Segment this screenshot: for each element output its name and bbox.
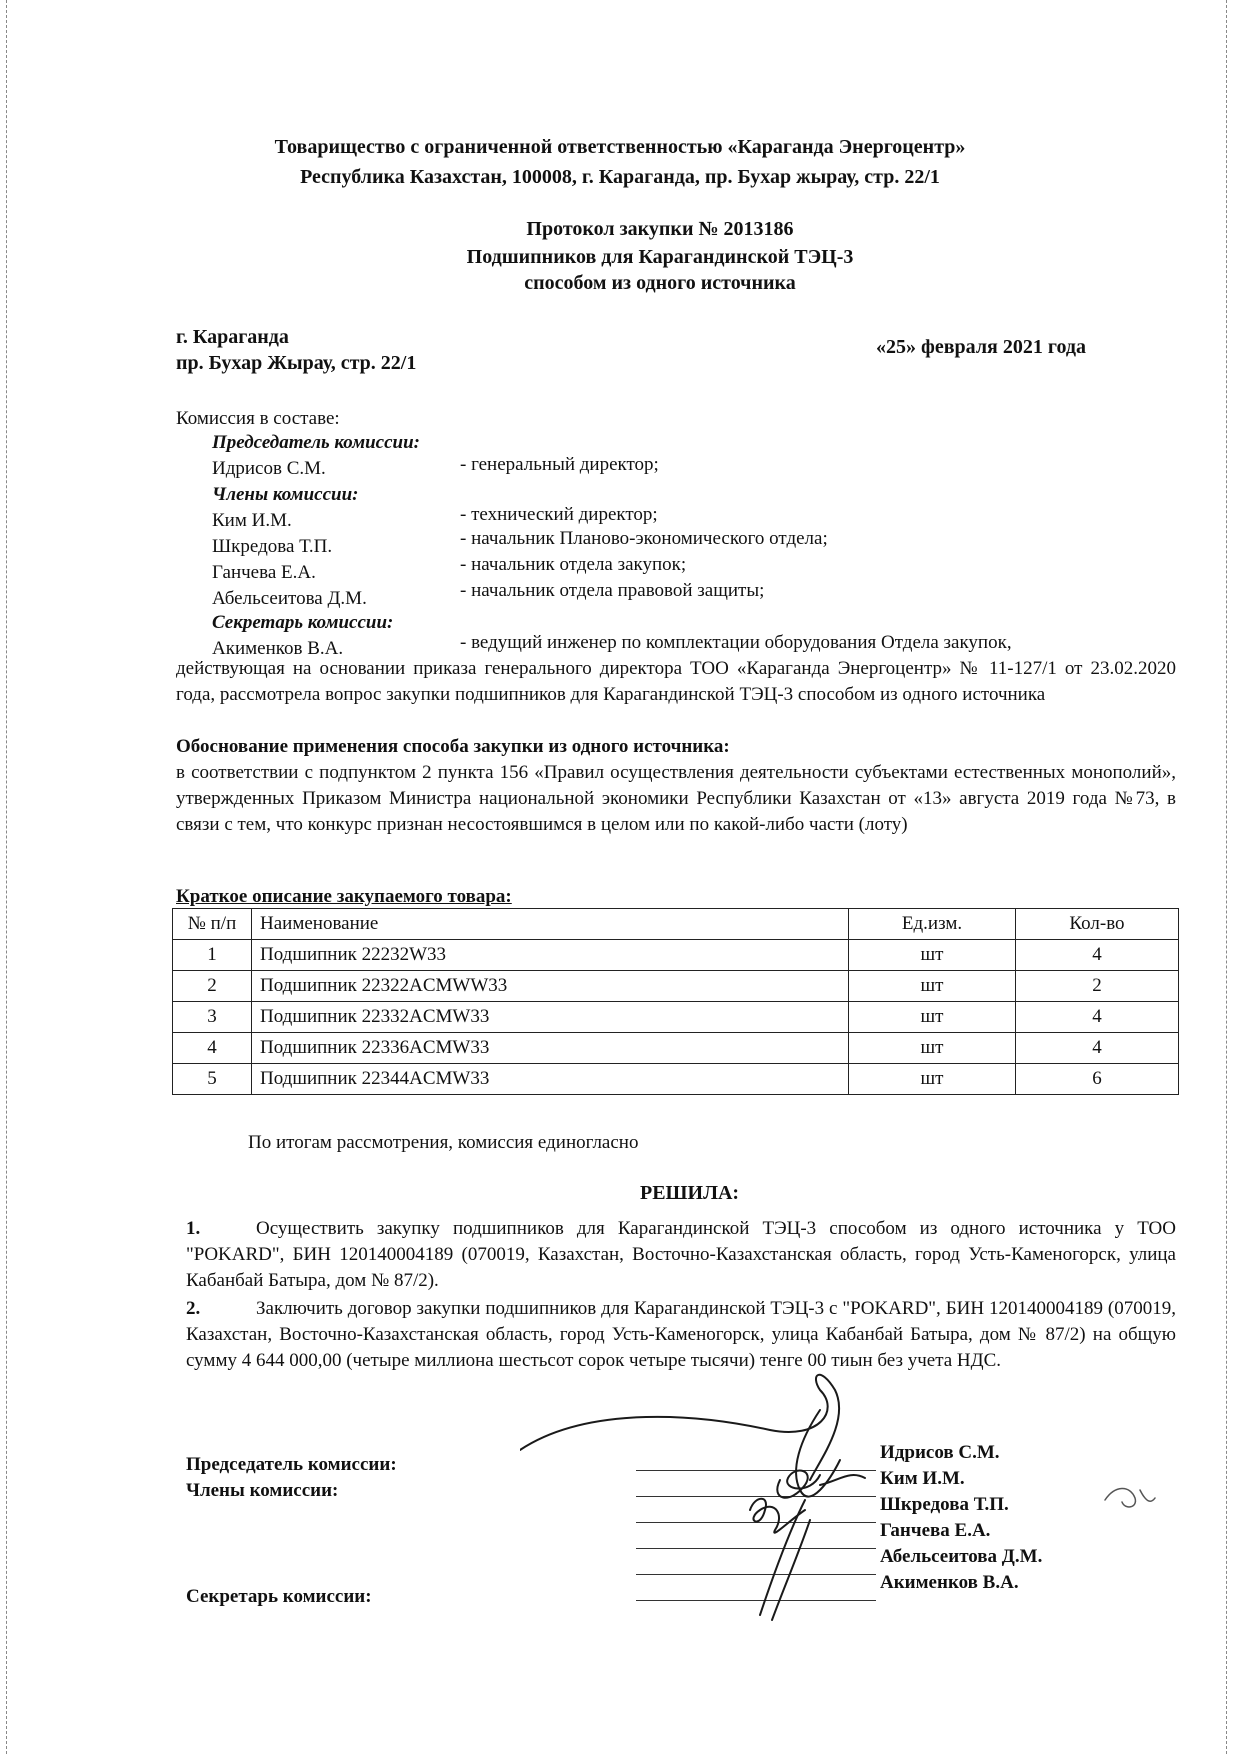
decision-intro: По итогам рассмотрения, комиссия единогласно — [248, 1132, 639, 1153]
column-header-name: Наименование — [252, 909, 849, 940]
goods-heading: Краткое описание закупаемого товара: — [176, 886, 512, 907]
decision-heading: РЕШИЛА: — [640, 1182, 740, 1204]
table-row — [173, 940, 1179, 971]
protocol-method: способом из одного источника — [524, 272, 796, 294]
column-header-number: № п/п — [173, 909, 252, 940]
signatory-name: Идрисов С.М. — [880, 1442, 1000, 1463]
decision-item2-number: 2. — [186, 1298, 201, 1319]
row-unit: шт — [849, 1033, 1016, 1064]
row-qty: 4 — [1016, 940, 1179, 971]
signatory-name: Ким И.М. — [880, 1468, 965, 1489]
signatory-name: Ганчева Е.А. — [880, 1520, 991, 1541]
chair-label: Председатель комиссии: — [212, 432, 420, 453]
row-number: 1 — [173, 940, 252, 971]
member-role: - начальник Планово-экономического отдела; — [460, 528, 828, 549]
place-city: г. Караганда — [176, 326, 289, 348]
member-role: - технический директор; — [460, 504, 658, 525]
goods-table — [172, 908, 1179, 1095]
row-name: Подшипник 22344ACMW33 — [252, 1064, 849, 1095]
sign-chair-label: Председатель комиссии: — [186, 1454, 397, 1475]
signatory-name: Шкредова Т.П. — [880, 1494, 1009, 1515]
protocol-date: «25» февраля 2021 года — [876, 336, 1086, 358]
chair-name: Идрисов С.М. — [212, 458, 326, 479]
decision-item1: Осуществить закупку подшипников для Карагандинской ТЭЦ-3 способом из одного источника у ТОО "POKARD", БИН 120140004189 (070019, Казахстан, Восточно-Казахстанская область, город Усть-Каменогорск, улица Кабанбай Батыра, дом № 87/2). — [186, 1218, 1176, 1291]
decision-item1-number: 1. — [186, 1218, 201, 1239]
row-number: 4 — [173, 1033, 252, 1064]
row-unit: шт — [849, 971, 1016, 1002]
row-qty: 4 — [1016, 1033, 1179, 1064]
protocol-title: Протокол закупки № 2013186 — [526, 218, 794, 240]
row-name: Подшипник 22322ACMWW33 — [252, 971, 849, 1002]
justification-heading: Обоснование применения способа закупки из одного источника: — [176, 736, 730, 757]
signatory-name: Акименков В.А. — [880, 1572, 1019, 1593]
table-row — [173, 1033, 1179, 1064]
secretary-name: Акименков В.А. — [212, 638, 344, 659]
protocol-subject: Подшипников для Карагандинской ТЭЦ-3 — [466, 246, 854, 268]
place-address: пр. Бухар Жырау, стр. 22/1 — [176, 352, 417, 374]
members-label: Члены комиссии: — [212, 484, 359, 505]
chair-role: - генеральный директор; — [460, 454, 659, 475]
secretary-role: - ведущий инженер по комплектации оборудования Отдела закупок, — [460, 632, 1012, 653]
row-number: 2 — [173, 971, 252, 1002]
column-header-qty: Кол-во — [1016, 909, 1179, 940]
member-role: - начальник отдела закупок; — [460, 554, 687, 575]
member-name: Шкредова Т.П. — [212, 536, 333, 557]
row-name: Подшипник 22232W33 — [252, 940, 849, 971]
handwritten-signatures — [520, 1370, 940, 1630]
justification-text: в соответствии с подпунктом 2 пункта 156 «Правил осуществления деятельности субъектами естественных монополий», утвержденных Приказом Министра национальной экономики Республики Казахстан от «13» августа 2019 года №73, в связи с тем, что конкурс признан несостоявшимся в целом или по какой-либо части (лоту) — [176, 762, 1176, 835]
row-number: 3 — [173, 1002, 252, 1033]
member-name: Ганчева Е.А. — [212, 562, 316, 583]
row-qty: 6 — [1016, 1064, 1179, 1095]
table-row — [173, 1002, 1179, 1033]
sign-members-label: Члены комиссии: — [186, 1480, 339, 1501]
commission-intro: Комиссия в составе: — [176, 408, 340, 429]
row-number: 5 — [173, 1064, 252, 1095]
member-name: Абельсеитова Д.М. — [212, 588, 367, 609]
member-role: - начальник отдела правовой защиты; — [460, 580, 765, 601]
member-name: Ким И.М. — [212, 510, 292, 531]
row-name: Подшипник 22332ACMW33 — [252, 1002, 849, 1033]
row-qty: 4 — [1016, 1002, 1179, 1033]
table-row — [173, 971, 1179, 1002]
handwritten-mark — [1100, 1480, 1160, 1520]
row-unit: шт — [849, 1064, 1016, 1095]
org-address: Республика Казахстан, 100008, г. Караганда, пр. Бухар жырау, стр. 22/1 — [300, 166, 940, 188]
sign-secretary-label: Секретарь комиссии: — [186, 1586, 372, 1607]
commission-basis: действующая на основании приказа генерального директора ТОО «Караганда Энергоцентр» № 11-127/1 от 23.02.2020 года, рассмотрела вопрос закупки подшипников для Карагандинской ТЭЦ-3 способом из одного источника — [176, 658, 1176, 705]
row-qty: 2 — [1016, 971, 1179, 1002]
row-name: Подшипник 22336ACMW33 — [252, 1033, 849, 1064]
row-unit: шт — [849, 940, 1016, 971]
table-row — [173, 1064, 1179, 1095]
table-header-row — [173, 909, 1179, 940]
column-header-unit: Ед.изм. — [849, 909, 1016, 940]
row-unit: шт — [849, 1002, 1016, 1033]
secretary-label: Секретарь комиссии: — [212, 612, 394, 633]
scan-edge-left — [6, 0, 7, 1754]
decision-item2: Заключить договор закупки подшипников для Карагандинской ТЭЦ-3 с "POKARD", БИН 120140004189 (070019, Казахстан, Восточно-Казахстанская область, город Усть-Каменогорск, улица Кабанбай Батыра, дом № 87/2) на общую сумму 4 644 000,00 (четыре миллиона шестьсот сорок четыре тысячи) тенге 00 тиын без учета НДС. — [186, 1298, 1176, 1371]
org-name: Товарищество с ограниченной ответственностью «Караганда Энергоцентр» — [274, 136, 966, 158]
signatory-name: Абельсеитова Д.М. — [880, 1546, 1043, 1567]
